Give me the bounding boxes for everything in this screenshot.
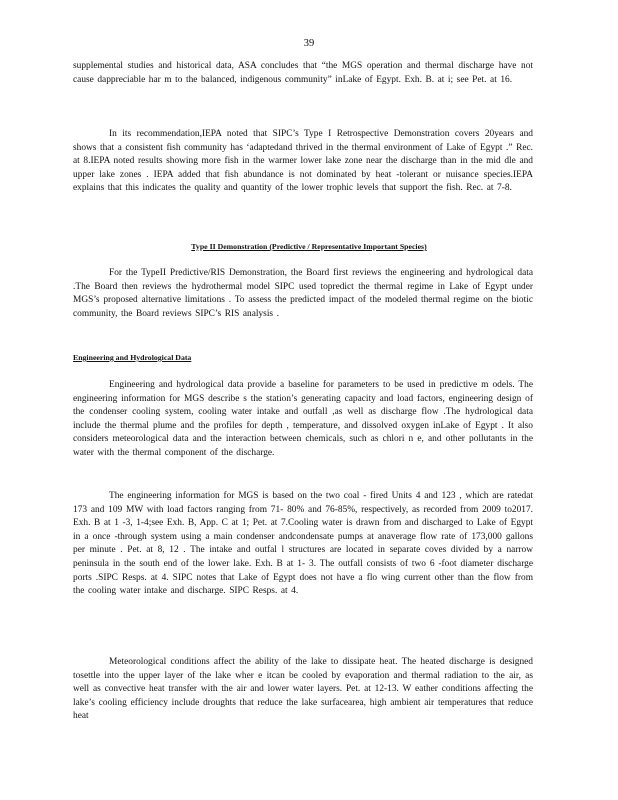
paragraph-engineering-hydrological: Engineering and hydrological data provide a baseline for parameters to be used in predictive m odels. The engineering information for MGS describe s the station’s generating capacity and load factors, engineering design of the condenser cooling system, cooling water intake and outfall ,as well as discharge flow .The hydrological data include the thermal plume and the profiles for depth , temperature, and dissolved oxygen inLake of Egypt . It also considers meteorological data and the interaction between chemicals, such as chlori n e, and other pollutants in the water with the thermal component of the discharge. <box>73 380 533 458</box>
paragraph-asa-conclusion: supplemental studies and historical data, ASA concludes that “the MGS operation and thermal discharge have not cause dappreciable har m to the balanced, indigenous community” inLake of Egypt. Exh. B. at i; see Pet. at 16. <box>73 61 533 85</box>
paragraph-meteorological-conditions: Meteorological conditions affect the ability of the lake to dissipate heat. The heated discharge is designed tosettle into the upper layer of the lake wher e itcan be cooled by evaporation and thermal radiation to the air, as well as convective heat transfer with the air and lower water layers. Pet. at 12-13. W eather conditions affecting the lake’s cooling efficiency include droughts that reduce the lake surfacearea, high ambient air temperatures that reduce heat <box>73 657 533 722</box>
page-number: 39 <box>303 38 315 49</box>
paragraph-iepa-recommendation: In its recommendation,IEPA noted that SIPC’s Type I Retrospective Demonstration covers 20years and shows that a consistent fish community has ‘adaptedand thrived in the thermal environment of Lake of Egypt .” Rec. at 8.IEPA noted results showing more fish in the warmer lower lake zone near the discharge than in the mid dle and upper lake zones . IEPA added that fish abundance is not dominated by heat -tolerant or nuisance species.IEPA explains that this indicates the quality and quantity of the lower trophic levels that support the fish. Rec. at 7-8. <box>73 129 533 194</box>
paragraph-engineering-information: The engineering information for MGS is based on the two coal - fired Units 4 and 123 , which are ratedat 173 and 109 MW with load factors ranging from 71- 80% and 76-85%, respectively, as recorded from 2009 to2017. Exh. B at 1 -3, 1-4;see Exh. B, App. C at 1; Pet. at 7.Cooling water is drawn from and discharged to Lake of Egypt in a once -through system using a main condenser andcondensate pumps at anaverage flow rate of 173,000 gallons per minute . Pet. at 8, 12 . The intake and outfal l structures are located in separate coves divided by a narrow peninsula in the south end of the lower lake. Exh. B at 1- 3. The outfall consists of two 6 -foot diameter discharge ports .SIPC Resps. at 4. SIPC notes that Lake of Egypt does not have a flo wing current other than the flow from the cooling water intake and discharge. SIPC Resps. at 4. <box>73 491 533 597</box>
heading-type-ii-demonstration: Type II Demonstration (Predictive / Representative Important Species) <box>191 242 427 251</box>
heading-engineering-hydrological-data: Engineering and Hydrological Data <box>73 353 192 362</box>
paragraph-type-ii-overview: For the TypeII Predictive/RIS Demonstration, the Board first reviews the engineering and hydrological data .The Board then reviews the hydrothermal model SIPC used topredict the thermal regime in Lake of Egypt under MGS’s proposed alternative limitations . To assess the predicted impact of the modeled thermal regime on the biotic community, the Board reviews SIPC’s RIS analysis . <box>73 268 533 319</box>
